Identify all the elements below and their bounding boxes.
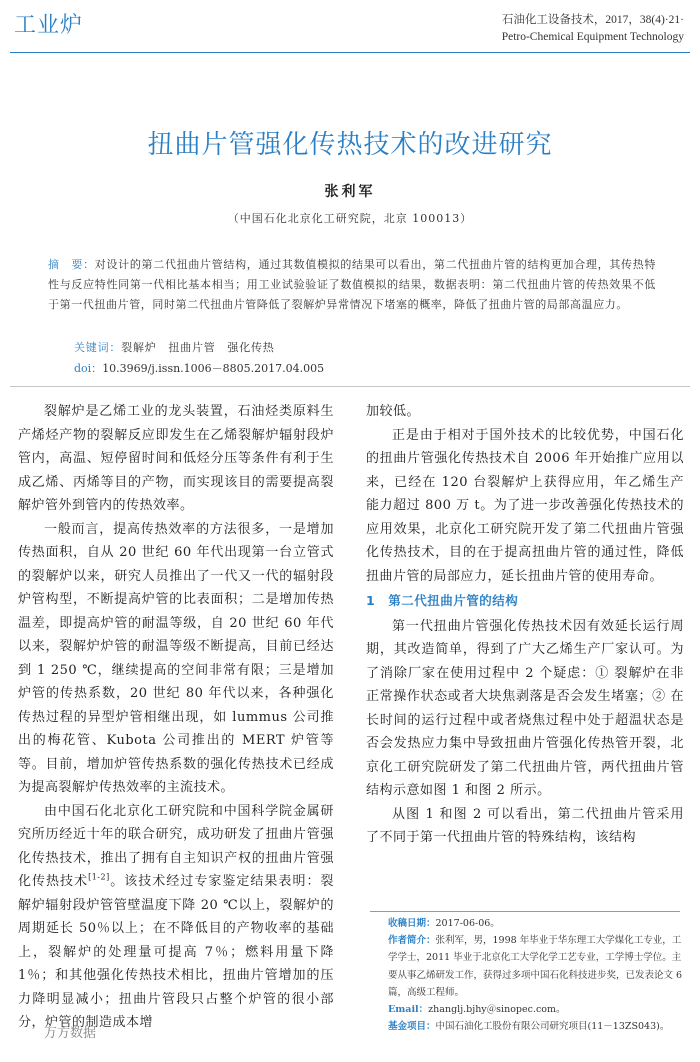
- section-divider: [10, 386, 690, 387]
- footnote-received: [388, 915, 688, 932]
- journal-info: [502, 12, 684, 46]
- footnote-author: [388, 932, 688, 1001]
- body-column-right: [366, 400, 684, 850]
- header-rule: [10, 52, 690, 53]
- paragraph: 加较低。: [366, 404, 421, 419]
- article-author: 张利军: [324, 184, 376, 200]
- watermark: 万方数据: [44, 1026, 97, 1041]
- abstract: [48, 255, 656, 315]
- page-header: [0, 0, 700, 52]
- footnote-label: 基金项目：: [388, 1021, 436, 1033]
- paragraph: 一般而言，提高传热效率的方法很多，一是增加传热面积，自从 20 世纪 60 年代出现第一台立管式的裂解炉以来，研究人员推出了一代又一代的辐射段炉管构型，不断提高炉管的比表面积；二是增加传热温差，即提高炉管的耐温等级，自 20 世纪 60 年代以来，裂解炉炉管的耐温等级不断提高，目前已经达到 1 250 ℃，继续提高的空间非常有限；三是增加炉管的传热系数，20 世纪 80 年代以来，各种强化传热过程的异型炉管相继出现，如 lummus 公司推出的梅花管、Kubota 公司推出的 MERT 炉管等等。目前，增加炉管传热系数的强化传热技术已经成为提高裂解炉传热效率的主流技术。: [18, 521, 334, 795]
- doi: [74, 360, 324, 376]
- email-link[interactable]: zhanglj.bjhy＠sinopec.com。: [428, 1004, 566, 1016]
- footnote-label: 收稿日期：: [388, 918, 436, 929]
- paragraph: 第一代扭曲片管强化传热技术因有效延长运行周期，其改造简单，得到了广大乙烯生产厂家认可。为了消除厂家在使用过程中 2 个疑虑：① 裂解炉在非正常操作状态或者大块焦剥落是否会发生堵塞；② 在长时间的运行过程中或者烧焦过程中处于超温状态是否会发热应力集中导致扭曲片管强化传热管开裂，北京化工研究院研发了第二代扭曲片管，两代扭曲片管结构示意如图 1 和图 2 所示。: [366, 618, 684, 798]
- received-date: 2017-06-06。: [435, 918, 500, 929]
- section-tag: 工业炉: [14, 13, 84, 38]
- doi-label: doi：: [74, 362, 103, 375]
- section-heading: 1 第二代扭曲片管的结构: [366, 593, 519, 608]
- keywords-text: 裂解炉 扭曲片管 强化传热: [121, 341, 275, 354]
- journal-english-name: Petro-Chemical Equipment Technology: [501, 31, 684, 43]
- footnote-label: 作者简介：: [388, 935, 436, 947]
- abstract-label: 摘 要：: [48, 258, 95, 271]
- footnotes: [388, 915, 688, 1035]
- paragraph-text: 由中国石化北京化工研究院和中国科学院金属研究所历经近十年的联合研究，成功研发了扭曲片管强化传热技术，推出了拥有自主知识产权的扭曲片管强化传热技术: [18, 803, 334, 889]
- footnote-fund: [388, 1018, 688, 1035]
- footnote-email: [388, 1001, 688, 1018]
- abstract-text: 对设计的第二代扭曲片管结构，通过其数值模拟的结果可以看出，第二代扭曲片管的结构更加合理，其传热特性与反应特性同第一代相比基本相当；用工业试验验证了数值模拟的结果，数据表明：第二代扭曲片管的传热效果不低于第一代扭曲片管，同时第二代扭曲片管降低了裂解炉异常情况下堵塞的概率，降低了扭曲片管的局部高温应力。: [48, 258, 656, 311]
- paragraph: 从图 1 和图 2 可以看出，第二代扭曲片管采用了不同于第一代扭曲片管的特殊结构，该结构: [366, 806, 684, 845]
- paragraph: 裂解炉是乙烯工业的龙头装置，石油烃类原料生产烯烃产物的裂解反应即发生在乙烯裂解炉辐射段炉管内，高温、短停留时间和低烃分压等条件有利于生成乙烯、丙烯等目的产物，而实现该目的需要提高裂解炉管外到管内的传热效率。: [18, 404, 334, 513]
- keywords-label: 关键词：: [74, 341, 122, 354]
- fund-text: 中国石油化工股份有限公司研究项目(11－13ZS043)。: [435, 1021, 670, 1033]
- keywords: [74, 339, 275, 355]
- paragraph: [18, 800, 334, 1035]
- paragraph-text: 。该技术经过专家鉴定结果表明：裂解炉辐射段炉管管壁温度下降 20 ℃以上，裂解炉的周期延长 50％以上；在不降低目的产物收率的基础上，裂解炉的处理量可提高 7％；燃料用量下降 1％；和其他强化传热技术相比，扭曲片管增加的压力降明显减小；扭曲片管段只占整个炉管的很小部分，炉管的制造成本增: [18, 874, 334, 1030]
- footnote-label: Email：: [388, 1004, 429, 1016]
- body-column-left: [18, 400, 334, 1035]
- author-affiliation: （中国石化北京化工研究院，北京 100013）: [227, 212, 473, 225]
- journal-citation: 石油化工设备技术，2017，38(4)·21·: [501, 14, 684, 26]
- article-title: 扭曲片管强化传热技术的改进研究: [147, 130, 553, 160]
- doi-link[interactable]: 10.3969/j.issn.1006－8805.2017.04.005: [102, 362, 325, 375]
- footnote-rule: [370, 911, 680, 912]
- author-bio: 张利军，男，1998 年毕业于华东理工大学煤化工专业，工学学士，2011 毕业于北京化工大学化学工艺专业，工学博士学位。主要从事乙烯研发工作，获得过多项中国石化科技进步奖，已发表论文 6 篇，高级工程师。: [388, 935, 683, 998]
- citation-ref[interactable]: [1-2]: [88, 872, 110, 882]
- paragraph: 正是由于相对于国外技术的比较优势，中国石化的扭曲片管强化传热技术自 2006 年开始推广应用以来，已经在 120 台裂解炉上获得应用，年乙烯生产能力超过 800 万 t。为了进一步改善强化传热技术的应用效果，北京化工研究院开发了第二代扭曲片管强化传热技术，目的在于提高扭曲片管的通过性，降低扭曲片管的局部应力，延长扭曲片管的使用寿命。: [366, 427, 684, 584]
